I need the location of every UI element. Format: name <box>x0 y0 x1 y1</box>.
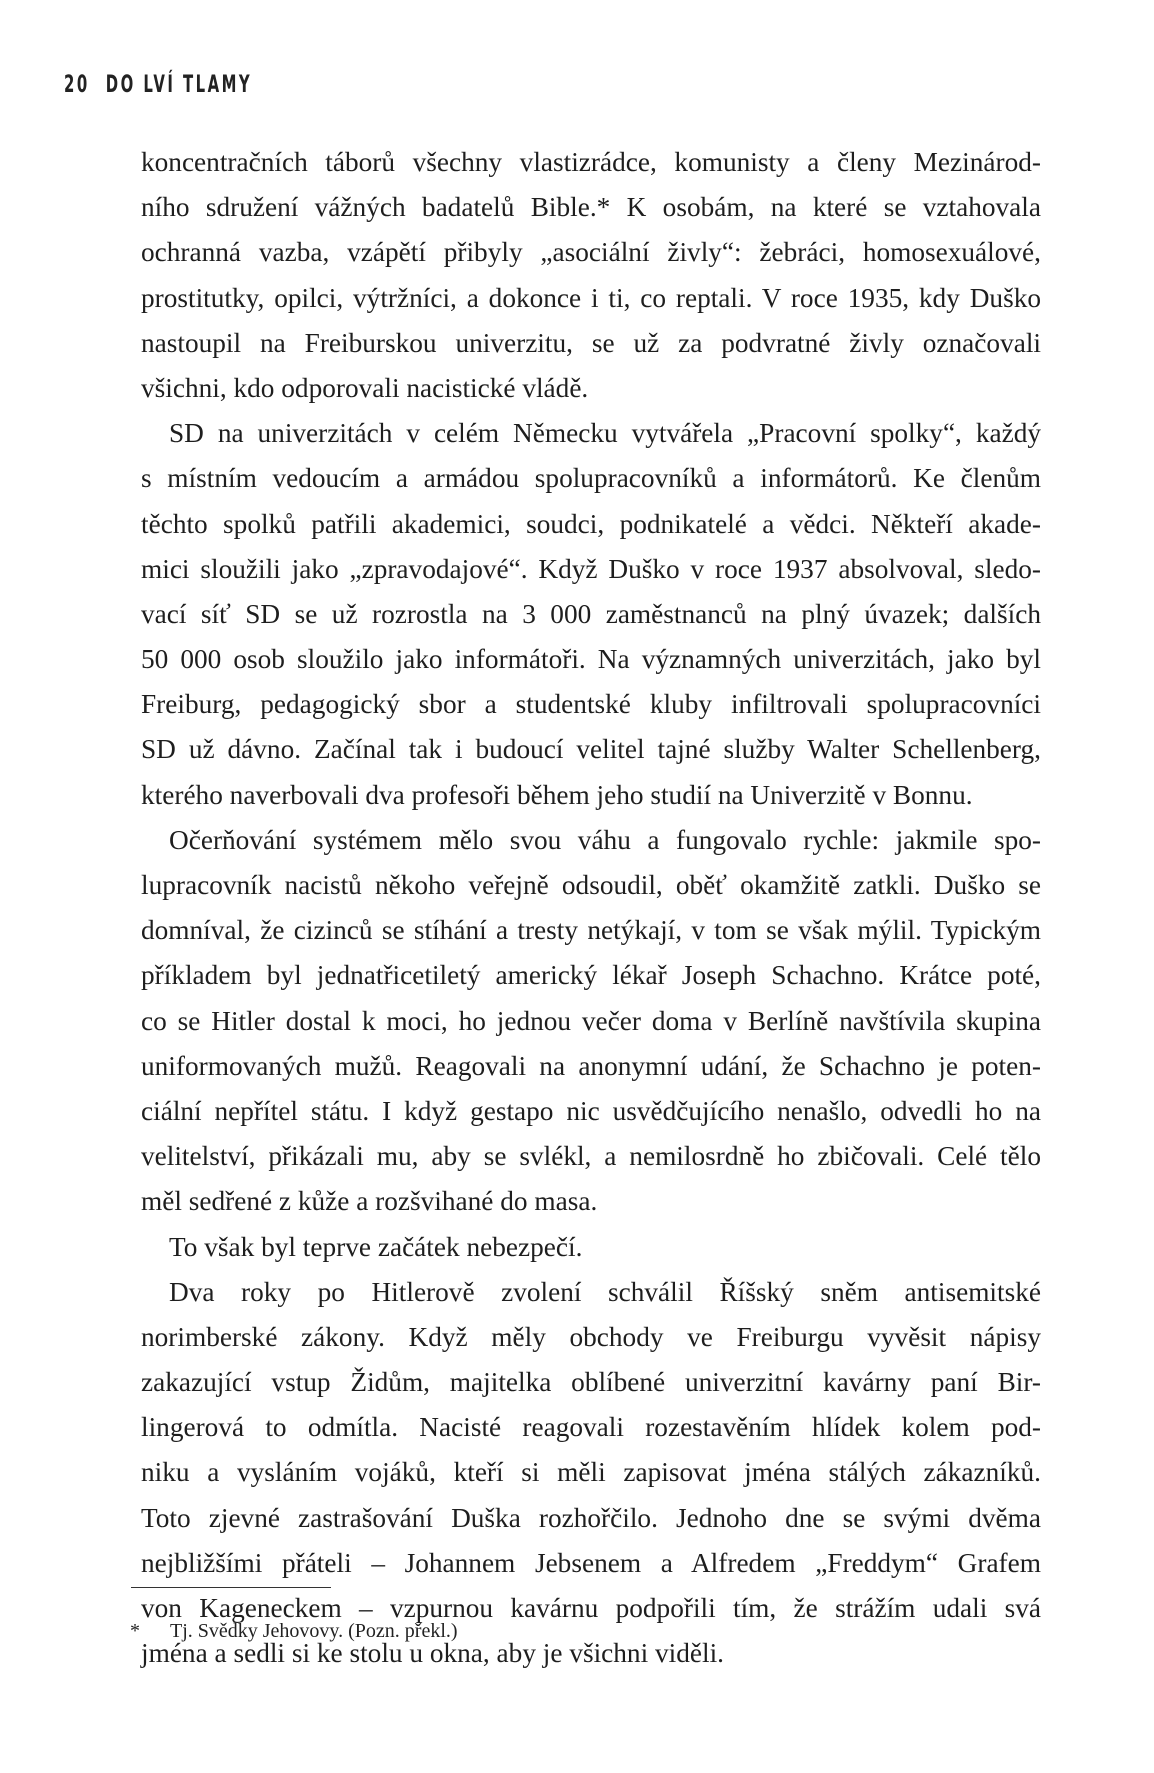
text-line: nejbližšími přáteli – Johannem Jebsenem a Alfredem „Freddym“ Grafem <box>141 1547 1041 1578</box>
body-text <box>141 140 1041 1676</box>
text-line: SD na univerzitách v celém Německu vytvářela „Pracovní spolky“, každý <box>169 418 1041 449</box>
text-line: lingerová to odmítla. Nacisté reagovali rozestavěním hlídek kolem pod- <box>141 1412 1041 1443</box>
text-line: vací síť SD se už rozrostla na 3 000 zaměstnanců na plný úvazek; dalších <box>141 598 1041 629</box>
text-line: Toto zjevné zastrašování Duška rozhořčilo. Jednoho dne se svými dvěma <box>141 1502 1041 1533</box>
running-title: DO LVÍ TLAMY <box>105 70 253 98</box>
text-line: lupracovník nacistů někoho veřejně odsoudil, oběť okamžitě zatkli. Duško se <box>141 870 1041 900</box>
text-line: jména a sedli si ke stolu u okna, aby je všichni viděli. <box>141 1638 724 1669</box>
text-line: ního sdružení vážných badatelů Bible.* K osobám, na které se vztahovala <box>141 192 1041 223</box>
running-header <box>64 70 252 98</box>
text-line: ciální nepřítel státu. I když gestapo nic usvědčujícího nenašlo, odvedli ho na <box>141 1095 1041 1126</box>
text-line: kterého naverbovali dva profesoři během jeho studií na Univerzitě v Bonnu. <box>141 779 973 810</box>
text-line: Dva roky po Hitlerově zvolení schválil Říšský sněm antisemitské <box>169 1276 1041 1307</box>
text-line: von Kageneckem – vzpurnou kavárnu podpořili tím, že strážím udali svá <box>141 1593 1041 1623</box>
text-line: norimberské zákony. Když měly obchody ve Freiburgu vyvěsit nápisy <box>141 1321 1041 1352</box>
text-line: ochranná vazba, vzápětí přibyly „asociální živly“: žebráci, homosexuálové, <box>141 237 1041 268</box>
text-line: mici sloužili jako „zpravodajové“. Když Duško v roce 1937 absolvoval, sledo- <box>141 553 1041 584</box>
text-line: domníval, že cizinců se stíhání a tresty netýkají, v tom se však mýlil. Typickým <box>141 915 1041 946</box>
footnote <box>130 1620 458 1643</box>
text-line: měl sedřené z kůže a rozšvihané do masa. <box>141 1186 598 1217</box>
text-line: Očerňování systémem mělo svou váhu a fungovalo rychle: jakmile spo- <box>169 824 1041 855</box>
text-line: velitelství, přikázali mu, aby se svlékl, a nemilosrdně ho zbičovali. Celé tělo <box>141 1141 1041 1172</box>
text-line: 50 000 osob sloužilo jako informátoři. Na významných univerzitách, jako byl <box>141 644 1041 675</box>
footnote-text: Tj. Svědky Jehovovy. (Pozn. překl.) <box>170 1620 458 1642</box>
text-line: niku a vysláním vojáků, kteří si měli zapisovat jména stálých zákazníků. <box>141 1457 1041 1488</box>
text-line: SD už dávno. Začínal tak i budoucí velitel tajné služby Walter Schellenberg, <box>141 734 1041 765</box>
footnote-divider <box>131 1587 331 1588</box>
text-line: zakazující vstup Židům, majitelka oblíbené univerzitní kavárny paní Bir- <box>141 1367 1041 1398</box>
page-number: 20 <box>64 70 90 98</box>
text-line: To však byl teprve začátek nebezpečí. <box>169 1231 583 1262</box>
text-line: uniformovaných mužů. Reagovali na anonymní udání, že Schachno je poten- <box>141 1050 1041 1081</box>
text-line: koncentračních táborů všechny vlastizrádce, komunisty a členy Mezinárod- <box>141 147 1041 177</box>
footnote-marker: * <box>130 1620 140 1642</box>
text-line: všichni, kdo odporovali nacistické vládě. <box>141 372 589 403</box>
text-line: Freiburg, pedagogický sbor a studentské kluby infiltrovali spolupracovníci <box>141 689 1041 720</box>
text-line: prostitutky, opilci, výtržníci, a dokonce i ti, co reptali. V roce 1935, kdy Duško <box>141 282 1041 313</box>
text-line: nastoupil na Freiburskou univerzitu, se už za podvratné živly označovali <box>141 327 1041 358</box>
text-line: příkladem byl jednatřicetiletý americký lékař Joseph Schachno. Krátce poté, <box>141 960 1041 991</box>
text-line: těchto spolků patřili akademici, soudci, podnikatelé a vědci. Někteří akade- <box>141 508 1041 539</box>
text-line: co se Hitler dostal k moci, ho jednou večer doma v Berlíně navštívila skupina <box>141 1005 1041 1036</box>
text-line: s místním vedoucím a armádou spolupracovníků a informátorů. Ke členům <box>141 463 1041 494</box>
